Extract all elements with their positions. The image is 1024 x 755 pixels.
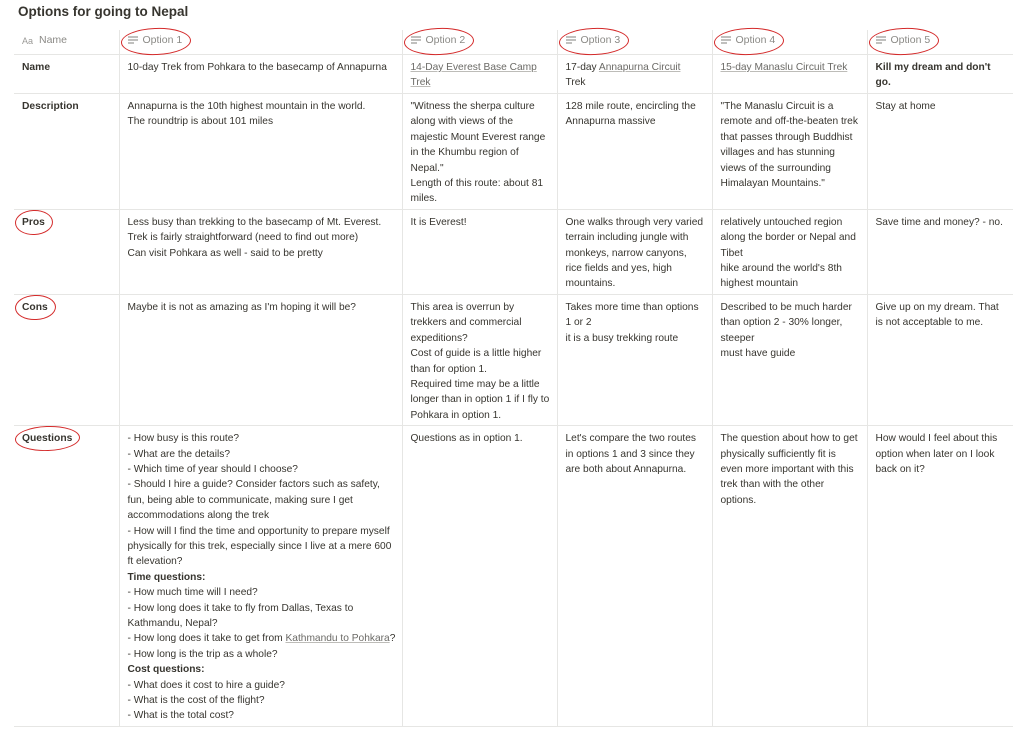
- column-header-label: Option 1: [142, 34, 183, 47]
- question-text: ?: [389, 633, 396, 645]
- cell-cons-option-4[interactable]: [712, 294, 867, 425]
- cell-questions-option-1[interactable]: [119, 426, 402, 727]
- row-label-text: Pros: [22, 216, 45, 228]
- column-header-option-3[interactable]: [557, 30, 712, 55]
- question-item: - How long does it take to fly from Dallas, Texas to Kathmandu, Nepal?: [127, 602, 354, 629]
- cell-pros-option-2[interactable]: [402, 209, 557, 294]
- cell-pros-option-5[interactable]: [867, 209, 1013, 294]
- question-item: - What are the details?: [127, 448, 230, 460]
- cell-text: How would I feel about this option when later on I look back on it?: [875, 433, 998, 475]
- column-header-label: Option 3: [580, 34, 621, 47]
- row-label-questions: [14, 426, 119, 727]
- cell-text: Can visit Pohkara as well - said to be pretty: [127, 247, 323, 259]
- svg-text:Aa: Aa: [22, 36, 34, 46]
- text-property-icon: [566, 35, 576, 50]
- row-label-name: Name: [14, 55, 119, 94]
- column-header-label: Option 2: [425, 34, 466, 47]
- cell-cons-option-5[interactable]: [867, 294, 1013, 425]
- question-item: - What is the total cost?: [127, 710, 234, 722]
- annotation-circle: [411, 33, 466, 50]
- annotation-circle: [566, 33, 621, 50]
- cell-text: Annapurna is the 10th highest mountain in the world.: [127, 101, 366, 112]
- cell-description-option-2[interactable]: [402, 94, 557, 210]
- table-row-questions: [14, 426, 1013, 727]
- page-link[interactable]: 14-Day Everest Base Camp Trek: [410, 62, 537, 89]
- question-group-heading: Cost questions:: [127, 664, 205, 676]
- options-table: [14, 30, 1013, 727]
- page-link[interactable]: Annapurna Circuit: [598, 62, 681, 73]
- cell-text: Cost of guide is a little higher than for option 1.: [410, 348, 542, 375]
- cell-text: must have guide: [720, 348, 796, 360]
- annotation-circle: [721, 33, 776, 50]
- column-header-option-1[interactable]: [119, 30, 402, 55]
- cell-pros-option-3[interactable]: [557, 209, 712, 294]
- cell-questions-option-4[interactable]: [712, 426, 867, 727]
- column-header-label: Option 4: [735, 34, 776, 47]
- cell-text: Questions as in option 1.: [410, 433, 523, 445]
- cell-name-option-4[interactable]: [712, 55, 867, 94]
- column-header-option-4[interactable]: [712, 30, 867, 55]
- row-label-description: Description: [14, 94, 119, 210]
- table-row-cons: [14, 294, 1013, 425]
- cell-text: hike around the world's 8th highest mountain: [720, 263, 842, 290]
- table-row-name: [14, 55, 1013, 94]
- cell-questions-option-2[interactable]: [402, 426, 557, 727]
- cell-name-option-1[interactable]: 10-day Trek from Pohkara to the basecamp of Annapurna: [119, 55, 402, 94]
- cell-cons-option-2[interactable]: [402, 294, 557, 425]
- cell-description-option-5[interactable]: [867, 94, 1013, 210]
- question-item: - What does it cost to hire a guide?: [127, 679, 285, 691]
- cell-pros-option-1[interactable]: [119, 209, 402, 294]
- cell-text: It is Everest!: [410, 216, 467, 228]
- column-header-option-5[interactable]: [867, 30, 1013, 55]
- text-property-icon: [721, 35, 731, 50]
- table-row-pros: [14, 209, 1013, 294]
- question-item: - Should I hire a guide? Consider factors such as safety, fun, being able to communicate, making sure I get accommodations along the trek: [127, 479, 380, 522]
- name-prefix: 17-day: [565, 62, 599, 73]
- row-label-cons: [14, 294, 119, 425]
- cell-cons-option-3[interactable]: [557, 294, 712, 425]
- cell-text: The roundtrip is about 101 miles: [127, 116, 274, 128]
- cell-cons-option-1[interactable]: [119, 294, 402, 425]
- question-item: - What is the cost of the flight?: [127, 695, 265, 707]
- title-property-icon: [22, 35, 34, 50]
- page-title: Options for going to Nepal: [18, 4, 189, 19]
- page-link[interactable]: Kathmandu to Pohkara: [285, 633, 390, 645]
- cell-text: Described to be much harder than option 2 - 30% longer, steeper: [720, 301, 852, 344]
- cell-text: One walks through very varied terrain including jungle with monkeys, narrow canyons, rice fields and yes, high mountains.: [565, 216, 704, 290]
- question-group-heading: Time questions:: [127, 571, 206, 583]
- cell-text: Maybe it is not as amazing as I'm hoping it will be?: [127, 301, 356, 313]
- question-text: - How long does it take to get from: [127, 633, 286, 645]
- table-header-row: [14, 30, 1013, 55]
- cell-text: it is a busy trekking route: [565, 332, 679, 344]
- row-label-text: Questions: [22, 433, 73, 445]
- column-header-label: Option 5: [890, 34, 931, 47]
- question-item: - How much time will I need?: [127, 587, 258, 599]
- row-label-pros: [14, 209, 119, 294]
- column-header-name[interactable]: [14, 30, 119, 55]
- cell-description-option-4[interactable]: [712, 94, 867, 210]
- text-property-icon: [128, 35, 138, 50]
- cell-pros-option-4[interactable]: [712, 209, 867, 294]
- cell-text: Length of this route: about 81 miles.: [410, 178, 544, 205]
- page-link[interactable]: 15-day Manaslu Circuit Trek: [720, 62, 848, 73]
- cell-text: "The Manaslu Circuit is a remote and off-the-beaten trek that passes through Buddhist villages and has stunning views of the surrounding Himalayan Mountains.": [720, 101, 858, 190]
- text-property-icon: [411, 35, 421, 50]
- annotation-circle: [22, 300, 48, 315]
- table-row-description: [14, 94, 1013, 210]
- cell-text: relatively untouched region along the border or Nepal and Tibet: [720, 216, 856, 259]
- annotation-circle: [128, 33, 183, 50]
- cell-description-option-3[interactable]: [557, 94, 712, 210]
- cell-text: The question about how to get physically sufficiently fit is even more important with this trek than with the other options.: [720, 433, 858, 506]
- cell-text: Takes more time than options 1 or 2: [565, 301, 699, 329]
- row-label-text: Cons: [22, 301, 48, 313]
- cell-questions-option-5[interactable]: [867, 426, 1013, 727]
- question-item: - How will I find the time and opportunity to prepare myself physically for this trek, especially since I live at a mere 600 ft elevation?: [127, 525, 392, 568]
- name-text: Kill my dream and don't go.: [875, 62, 991, 89]
- cell-text: This area is overrun by trekkers and commercial expeditions?: [410, 301, 522, 344]
- cell-questions-option-3[interactable]: [557, 426, 712, 727]
- text-property-icon: [876, 35, 886, 50]
- cell-text: 128 mile route, encircling the Annapurna massive: [565, 101, 696, 128]
- cell-name-option-2[interactable]: [402, 55, 557, 94]
- cell-text: Trek is fairly straightforward (need to find out more): [127, 232, 359, 244]
- annotation-circle: [22, 431, 72, 446]
- question-item: [128, 631, 396, 646]
- column-header-label: Name: [39, 34, 68, 47]
- column-header-option-2[interactable]: [402, 30, 557, 55]
- question-item: - How long is the trip as a whole?: [127, 648, 278, 660]
- cell-text: Let's compare the two routes in options 1 and 3 since they are both about Annapurna.: [565, 433, 696, 475]
- cell-description-option-1[interactable]: [119, 94, 402, 210]
- cell-name-option-5[interactable]: [867, 55, 1013, 94]
- cell-name-option-3[interactable]: [557, 55, 712, 94]
- name-suffix: Trek: [565, 77, 586, 89]
- annotation-circle: [876, 33, 931, 50]
- question-item: - Which time of year should I choose?: [127, 463, 298, 475]
- cell-text: Required time may be a little longer than in option 1 if I fly to Pohkara in option 1.: [410, 378, 550, 421]
- cell-text: Save time and money? - no.: [875, 216, 1003, 228]
- cell-text: Give up on my dream. That is not acceptable to me.: [875, 301, 999, 329]
- cell-text: "Witness the sherpa culture along with views of the majestic Mount Everest range in the Khumbu region of Nepal.": [410, 101, 546, 174]
- annotation-circle: [22, 215, 45, 230]
- question-item: - How busy is this route?: [127, 433, 240, 445]
- cell-text: Less busy than trekking to the basecamp of Mt. Everest.: [127, 216, 382, 228]
- cell-text: Stay at home: [875, 101, 936, 112]
